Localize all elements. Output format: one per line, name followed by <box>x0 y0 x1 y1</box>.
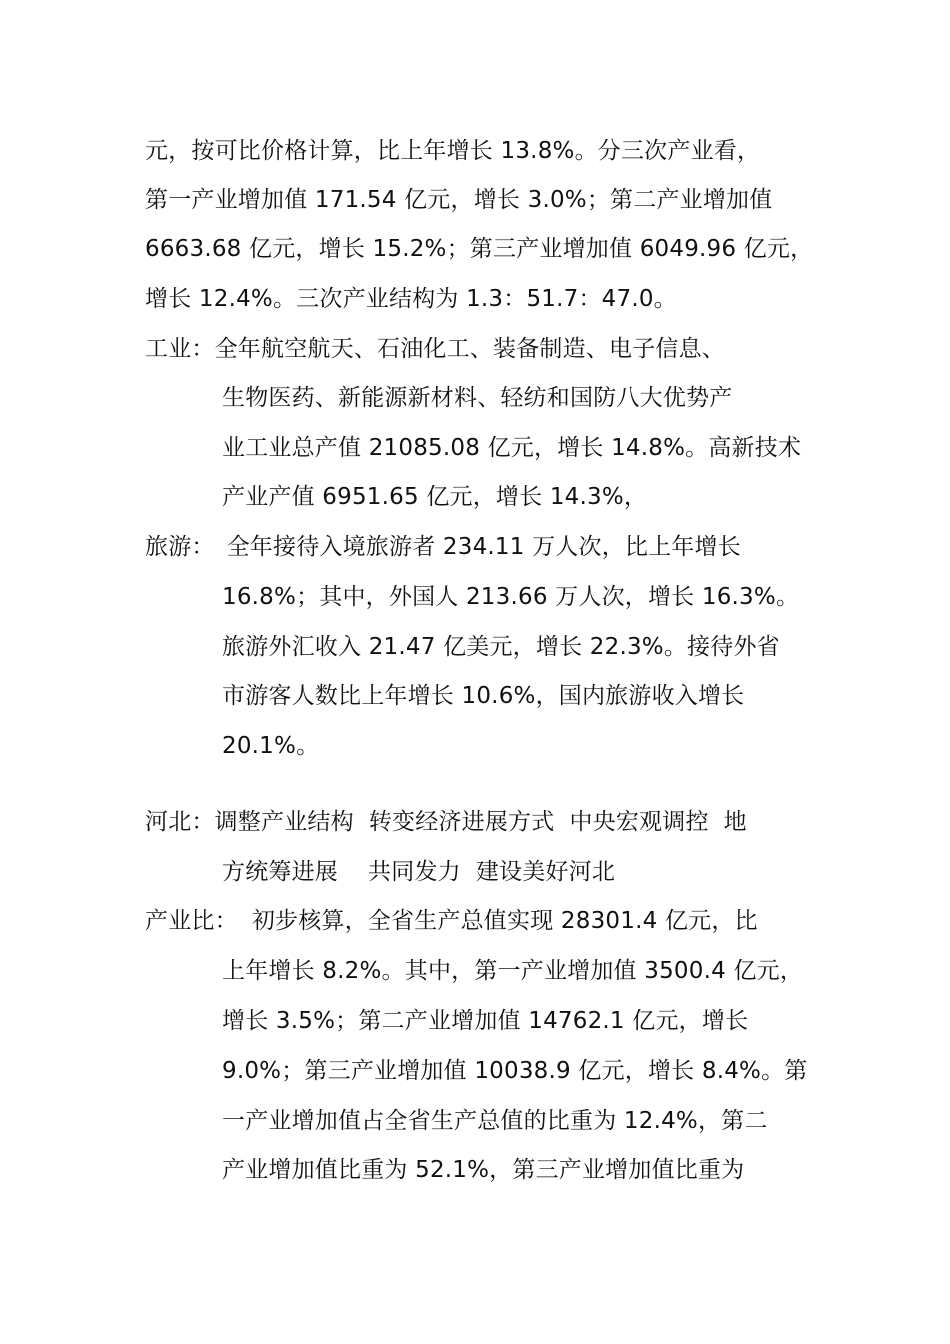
industry-line-4: 产业产值 6951.65 亿元，增长 14.3%， <box>222 484 648 510</box>
paragraph-1-line-1: 元，按可比价格计算，比上年增长 13.8%。分三次产业看， <box>145 138 761 164</box>
paragraph-1-line-3: 6663.68 亿元，增长 15.2%；第三产业增加值 6049.96 亿元， <box>145 236 814 262</box>
industry-ratio-line-6: 产业增加值比重为 52.1%，第三产业增加值比重为 <box>222 1157 745 1183</box>
industry-label: 工业： <box>145 336 215 362</box>
industry-ratio-line-2: 上年增长 8.2%。其中，第一产业增加值 3500.4 亿元， <box>222 958 804 984</box>
tourism-line-1: 全年接待入境旅游者 234.11 万人次，比上年增长 <box>226 534 741 560</box>
hebei-line-1: 调整产业结构 转变经济进展方式 中央宏观调控 地 <box>214 809 747 835</box>
paragraph-1-line-2: 第一产业增加值 171.54 亿元，增长 3.0%；第二产业增加值 <box>145 187 773 213</box>
industry-ratio-line-3: 增长 3.5%；第二产业增加值 14762.1 亿元，增长 <box>222 1008 749 1034</box>
industry-heading-line <box>145 334 725 364</box>
industry-line-2: 生物医药、新能源新材料、轻纺和国防八大优势产 <box>222 385 733 411</box>
tourism-line-4: 市游客人数比上年增长 10.6%，国内旅游收入增长 <box>222 683 745 709</box>
industry-ratio-line-1: 初步核算，全省生产总值实现 28301.4 亿元，比 <box>251 908 758 934</box>
paragraph-1-line-4: 增长 12.4%。三次产业结构为 1.3：51.7：47.0。 <box>145 286 677 312</box>
industry-line-1: 全年航空航天、石油化工、装备制造、电子信息、 <box>214 336 726 362</box>
tourism-line-2: 16.8%；其中，外国人 213.66 万人次，增长 16.3%。 <box>222 584 800 610</box>
hebei-line-2: 方统筹进展 共同发力 建设美好河北 <box>222 859 616 885</box>
industry-ratio-line-5: 一产业增加值占全省生产总值的比重为 12.4%，第二 <box>222 1108 768 1134</box>
industry-line-3: 业工业总产值 21085.08 亿元，增长 14.8%。高新技术 <box>222 435 802 461</box>
tourism-line-3: 旅游外汇收入 21.47 亿美元，增长 22.3%。接待外省 <box>222 634 780 660</box>
tourism-line-5: 20.1%。 <box>222 733 320 759</box>
industry-ratio-label: 产业比： <box>145 908 238 934</box>
industry-ratio-line-4: 9.0%；第三产业增加值 10038.9 亿元，增长 8.4%。第 <box>222 1058 808 1084</box>
industry-ratio-heading-line <box>145 906 758 936</box>
hebei-label: 河北： <box>145 809 215 835</box>
hebei-heading-line <box>145 807 747 837</box>
tourism-heading-line <box>145 532 741 562</box>
tourism-label: 旅游： <box>145 534 215 560</box>
